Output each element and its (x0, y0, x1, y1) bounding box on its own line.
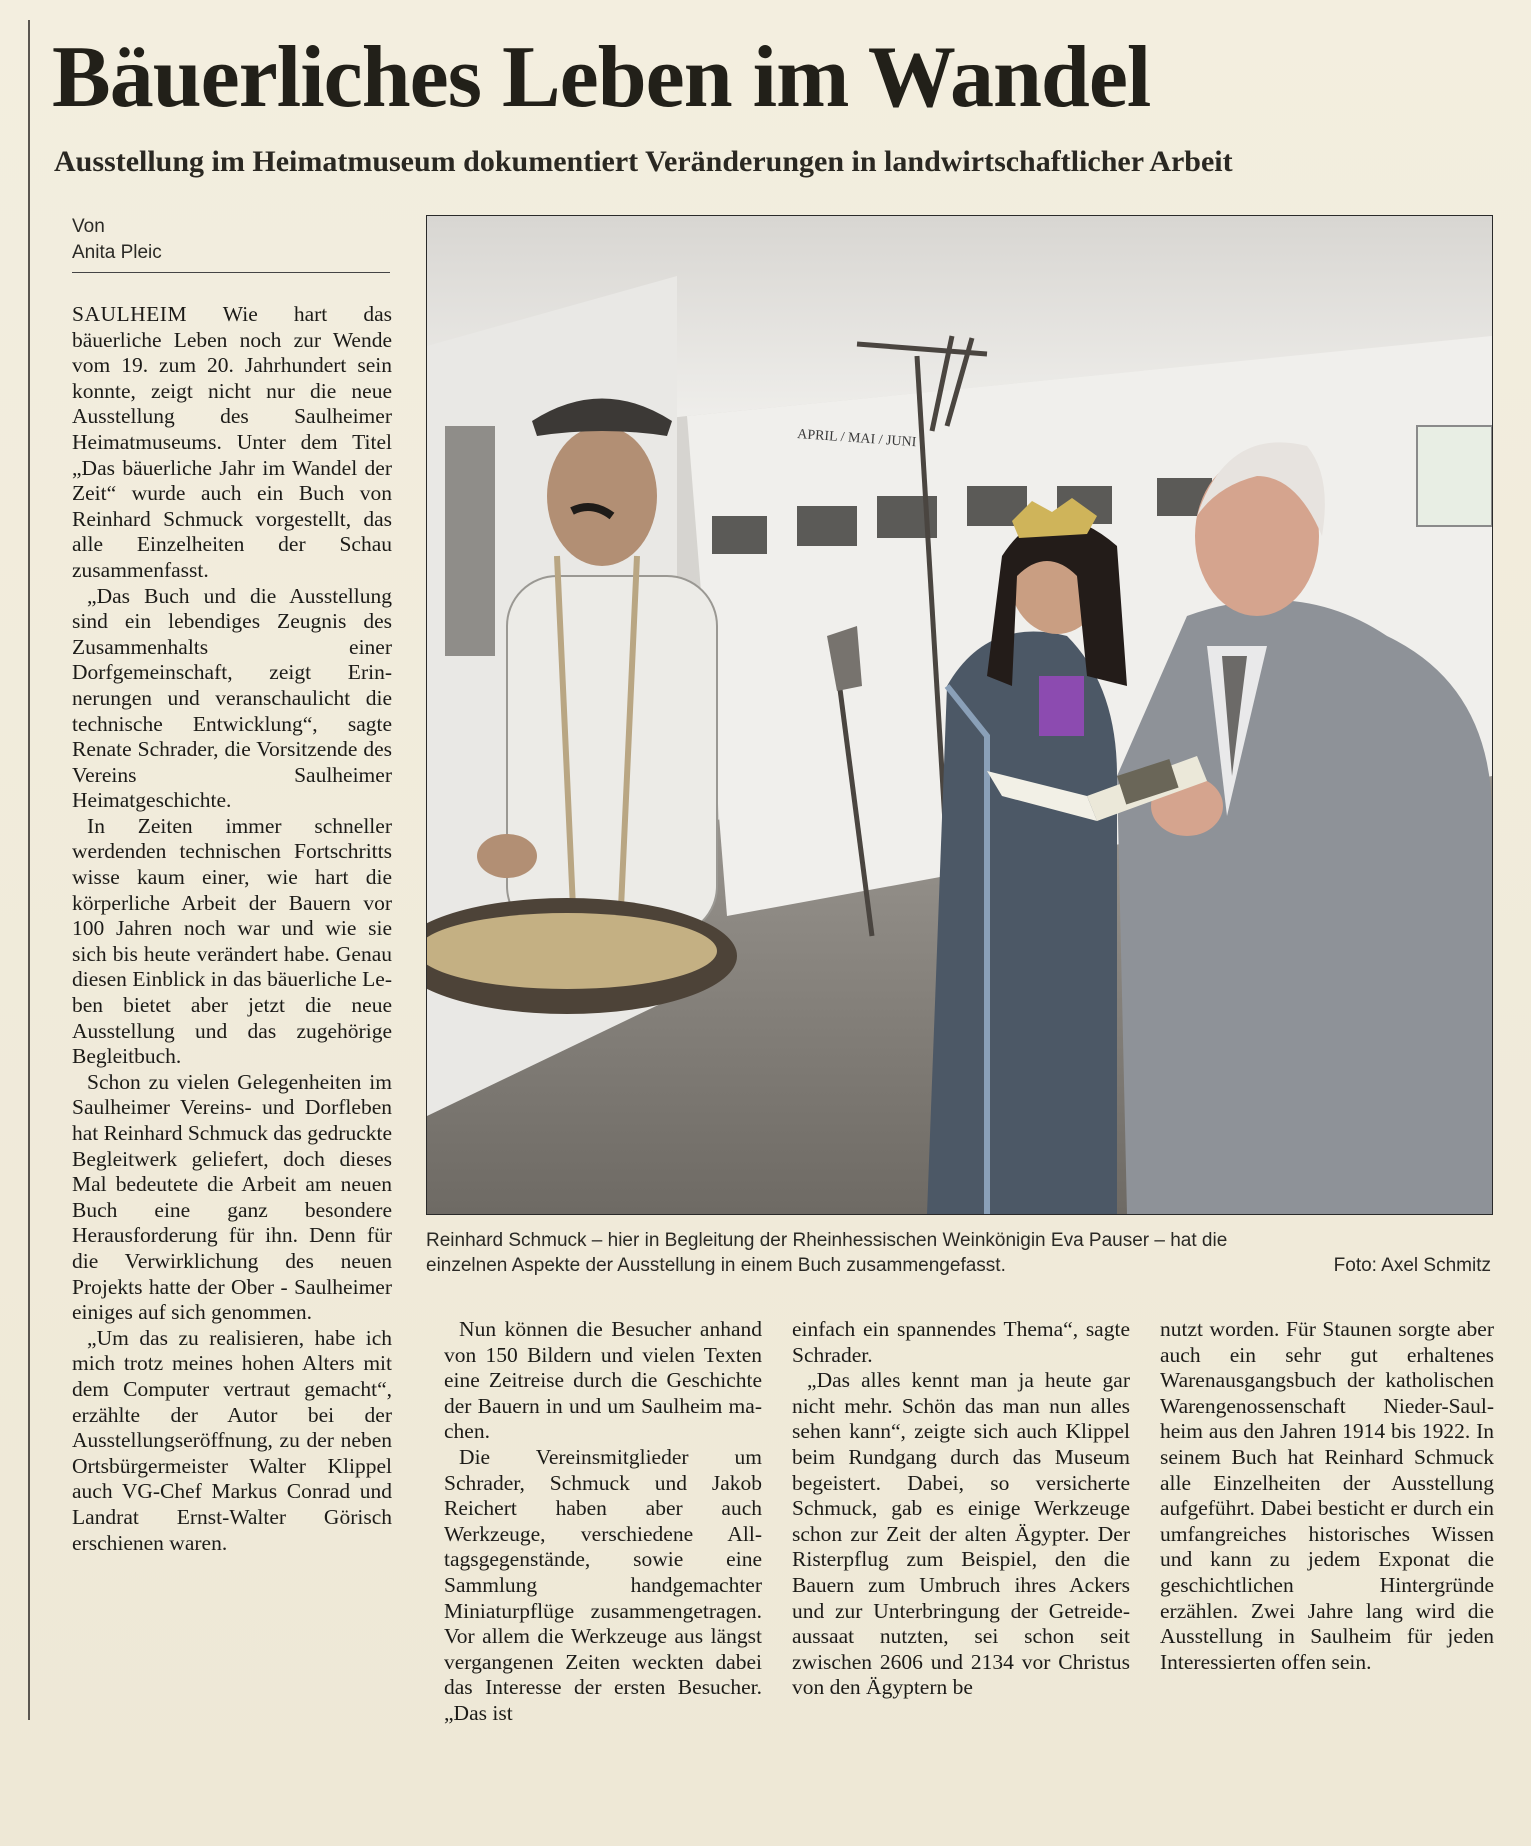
byline-prefix: Von (72, 216, 105, 237)
paragraph: „Das Buch und die Ausstellung sind ein lebendiges Zeugnis des Zusammenhalts einer Dorfgemeinschaft, zeigt Erinnerungen und veranschaulicht die technische Entwicklung“, sagte Renate Schrader, die Vorsitzende des Vereins Saulheimer Heimatgeschichte. (72, 583, 392, 813)
article-column-1 (72, 302, 392, 1556)
dateline: SAULHEIM (72, 302, 188, 326)
photo-caption (426, 1228, 1491, 1278)
paragraph-text: Wie hart das bäuerliche Leben noch zur Wende vom 19. zum 20. Jahrhundert sein konnte, zeigt nicht nur die neue Ausstellung des Saulheimer Heimatmuseums. Unter dem Titel „Das bäuerliche Jahr im Wandel der Zeit“ wurde auch ein Buch von Reinhard Schmuck vorgestellt, das alle Einzelheiten der Schau zusammenfasst. (72, 302, 392, 582)
paragraph: einfach ein spannendes Thema“, sagte Schrader. (792, 1317, 1130, 1367)
byline-author: Anita Pleic (72, 242, 162, 263)
headline: Bäuerliches Leben im Wandel (52, 29, 1151, 126)
column-rule (28, 20, 30, 1720)
window (1417, 426, 1492, 526)
article-column-4 (1160, 1317, 1494, 1675)
paragraph: Die Vereinsmitglieder um Schrader, Schmuck und Jakob Reichert haben aber auch Werkzeuge, verschiedene Alltagsgegenstände, sowie eine Sammlung handgemachter Miniaturpflüge zusammengetragen. Vor allem die Werkzeuge aus längst vergangenen Zeiten weckten dabei das Interesse der ersten Besucher. „Das ist (444, 1444, 762, 1725)
photo-credit: Foto: Axel Schmitz (1333, 1255, 1491, 1276)
caption-line-1: Reinhard Schmuck – hier in Begleitung der Rheinhessischen Weinkönigin Eva Pauser – hat die (426, 1230, 1228, 1251)
paragraph: Nun können die Besucher anhand von 150 Bildern und vielen Texten eine Zeitreise durch die Geschichte der Bauern in und um Saulheim machen. (444, 1317, 762, 1444)
subheadline: Ausstellung im Heimatmuseum dokumentiert Veränderungen in landwirtschaftlicher Arbeit (54, 145, 1233, 178)
paragraph: nutzt worden. Für Staunen sorgte aber auch ein sehr gut erhaltenes Warenausgangsbuch der katholischen Warengenossenschaft Nieder-Saulheim aus den Jahren 1914 bis 1922. In seinem Buch hat Reinhard Schmuck alle Einzelheiten der Ausstellung aufgeführt. Dabei besticht er durch ein umfangreiches historisches Wissen und kann zu jedem Exponat die geschichtlichen Hintergründe erzählen. Zwei Jahre lang wird die Ausstellung in Saulheim für jeden Interessierten offen sein. (1160, 1317, 1494, 1674)
caption-line-2: einzelnen Aspekte der Ausstellung in einem Buch zusammengefasst. (426, 1255, 1006, 1276)
article-column-2 (444, 1317, 762, 1727)
paragraph: Schon zu vielen Gelegenheiten im Saulheimer Vereins- und Dorfleben hat Reinhard Schmuck das gedruckte Begleitwerk geliefert, doch dieses Mal bedeutete die Arbeit am neuen Buch eine ganz besondere Herausforderung für ihn. Denn für die Verwirklichung des neuen Projekts hatte der Ober - Saulheimer einiges auf sich genommen. (72, 1069, 393, 1325)
article-photo (426, 215, 1493, 1215)
month-sign-label: APRIL / MAI / JUNI (796, 427, 917, 451)
museum-scene-photo (427, 216, 1492, 1214)
article-column-3 (792, 1317, 1130, 1701)
paragraph: In Zeiten immer schneller werdenden technischen Fortschritts wisse kaum einer, wie hart die körperliche Arbeit der Bauern vor 100 Jahren noch war und wie sie sich bis heute verändert habe. Genau diesen Einblick in das bäuerliche Leben bietet aber jetzt die neue Ausstellung und das zugehörige Begleitbuch. (72, 813, 392, 1069)
paragraph: „Das alles kennt man ja heute gar nicht mehr. Schön das man nun alles sehen kann“, zeigte sich auch Klippel beim Rundgang durch das Museum begeistert. Dabei, so versicherte Schmuck, gab es einige Werkzeuge schon zur Zeit der alten Ägypter. Der Risterpflug zum Beispiel, den die Bauern zum Umbruch ihres Ackers und zur Unterbringung der Getreideaussaat nutzten, sei schon seit zwischen 2606 und 2134 vor Christus von den Ägyptern be (792, 1368, 1130, 1700)
paragraph (72, 302, 392, 584)
paragraph: „Um das zu realisieren, habe ich mich trotz meines hohen Alters mit dem Computer vertraut gemacht“, erzählte der Autor bei der Ausstellungseröffnung, zu der neben Ortsbürgermeister Walter Klippel auch VG-Chef Markus Conrad und Landrat Ernst-Walter Görisch erschienen waren. (72, 1325, 392, 1555)
byline (72, 214, 390, 273)
partition-photo (445, 426, 495, 656)
